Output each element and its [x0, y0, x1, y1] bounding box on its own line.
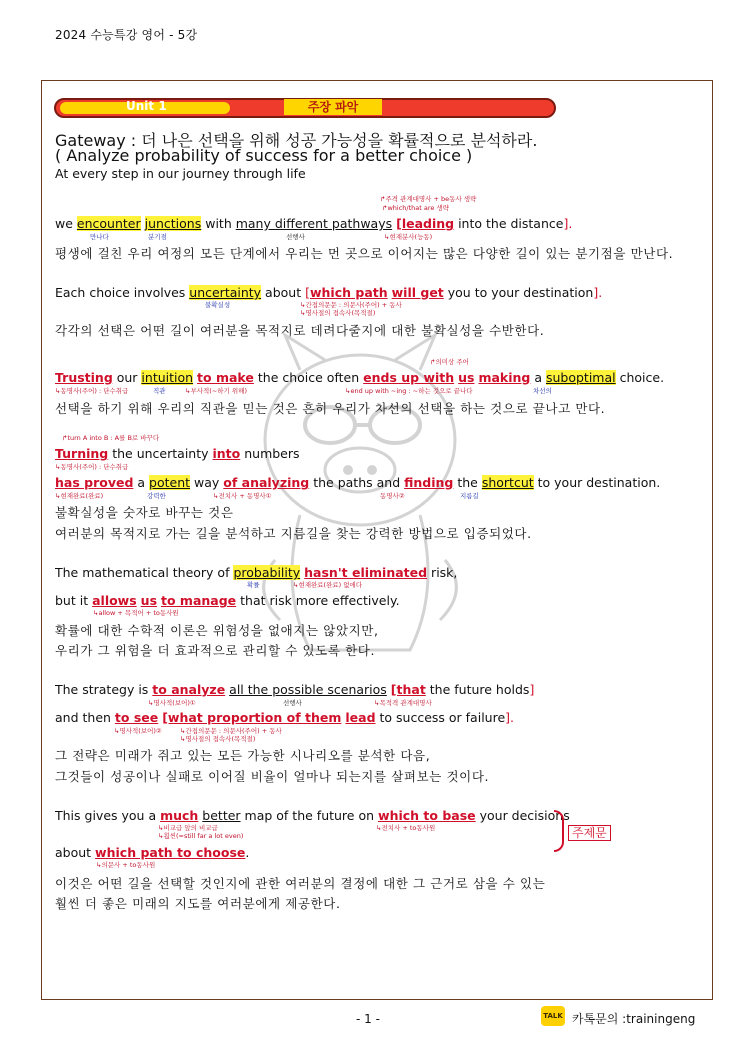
annotation: ↳목적격 관계대명사 [374, 699, 432, 707]
s5-ko2: 우리가 그 위험을 더 효과적으로 관리할 수 있도록 한다. [55, 643, 376, 658]
annotation: ↳동명사(주어) : 단수취급 [55, 387, 129, 395]
s4-line1: Turning the uncertainty into numbers [55, 446, 300, 461]
annotation: 만나다 [90, 233, 109, 241]
annotation: ↱의미상 주어 [430, 358, 469, 366]
kakaotalk-icon: TALK [541, 1006, 565, 1026]
page-header: 2024 수능특강 영어 - 5강 [55, 28, 198, 42]
annotation: 지름길 [460, 492, 479, 500]
annotation: ↳전치사 + 동명사① [213, 492, 272, 500]
annotation: 차선의 [533, 387, 552, 395]
annotation: ↱주격 관계대명사 + be동사 생략 [380, 195, 477, 203]
annotation: ↳명사적(보어)① [148, 699, 196, 707]
s4-ko2: 여러분의 목적지로 가는 길을 분석하고 지름길을 찾는 강력한 방법으로 입증되었다. [55, 526, 532, 541]
annotation: 동명사② [380, 492, 405, 500]
annotation: ↳전치사 + to동사원 [376, 824, 436, 832]
s4-line2: has proved a potent way of analyzing the paths and finding the shortcut to your destination. [55, 475, 661, 490]
annotation: ↳의문사 + to동사원 [96, 861, 156, 869]
s6-ko2: 그것들이 성공이나 실패로 이어질 비율이 얼마나 되는지를 살펴보는 것이다. [55, 769, 490, 784]
main-idea-label: 주제문 [568, 825, 611, 841]
annotation: 불확실성 [205, 301, 231, 309]
unit-label: Unit 1 [126, 99, 167, 113]
s1-ko: 평생에 걸친 우리 여정의 모든 단계에서 우리는 먼 곳으로 이어지는 많은 다양한 길이 있는 분기점을 만난다. [55, 246, 674, 261]
gateway-ko: Gateway : 더 나은 선택을 위해 성공 가능성을 확률적으로 분석하라. [55, 131, 538, 150]
annotation: 선행사 [283, 699, 302, 707]
s5-line1: The mathematical theory of probability hasn't eliminated risk, [55, 565, 458, 580]
annotation: ↳현재완료(완료) 없애다 [293, 581, 363, 589]
annotation: ↳동명사(주어) : 단수취급 [55, 463, 129, 471]
unit-title: 주장 파악 [284, 99, 382, 115]
annotation: ↳비교급 앞의 비교급 [158, 824, 218, 832]
s6-line1: The strategy is to analyze all the possible scenarios [that the future holds] [55, 682, 535, 697]
contact-info: 카톡문의 :trainingeng [572, 1012, 696, 1026]
gateway-en: ( Analyze probability of success for a better choice ) [55, 146, 473, 165]
s7-line1: This gives you a much better map of the future on which to base your decisions [55, 808, 570, 823]
s3-ko: 선택을 하기 위해 우리의 직관을 믿는 것은 흔히 우리가 차선의 선택을 하는 것으로 끝나고 만다. [55, 401, 606, 416]
unit-banner [54, 98, 556, 118]
annotation: ↳간접의문문 : 의문사(주어) + 동사 [300, 301, 402, 309]
s6-line2: and then to see [what proportion of them lead to success or failure]. [55, 710, 514, 725]
s7-ko1: 이것은 어떤 길을 선택할 것인지에 관한 여러분의 결정에 대한 그 근거로 삼을 수 있는 [55, 876, 546, 891]
annotation: ↳allow + 목적어 + to동사원 [93, 609, 179, 617]
annotation: 강력한 [147, 492, 166, 500]
s7-ko2: 훨씬 더 좋은 미래의 지도를 여러분에게 제공한다. [55, 896, 341, 911]
annotation: 직관 [153, 387, 166, 395]
annotation: ↳현재완료(완료) [55, 492, 104, 500]
annotation: ↳명사적(보어)② [114, 727, 162, 735]
annotation: ↱which/that are 생략 [382, 204, 449, 212]
annotation: ↳end up with ~ing : ~하는 것으로 끝나다 [345, 387, 473, 395]
s5-line2: but it allows us to manage that risk more effectively. [55, 593, 400, 608]
s2-ko: 각각의 선택은 어떤 길이 여러분을 목적지로 데려다줄지에 대한 불확실성을 수반한다. [55, 323, 545, 338]
annotation: ↳명사절의 접속사(목적절) [180, 735, 256, 743]
s5-ko1: 확률에 대한 수학적 이론은 위험성을 없애지는 않았지만, [55, 623, 379, 638]
annotation: 선행사 [286, 233, 305, 241]
brace-icon [554, 810, 564, 852]
annotation: ↳간접의문문 : 의문사(주어) + 동사 [180, 727, 282, 735]
s4-ko1: 불확실성을 숫자로 바꾸는 것은 [55, 505, 234, 520]
s7-line2: about which path to choose. [55, 845, 250, 860]
annotation: 확률 [247, 581, 260, 589]
annotation: ↳명사절의 접속사(목적절) [300, 309, 376, 317]
page-number: - 1 - [356, 1012, 380, 1026]
s2-line: Each choice involves uncertainty about [which path will get you to your destination]. [55, 285, 603, 300]
s6-ko1: 그 전략은 미래가 쥐고 있는 모든 가능한 시나리오를 분석한 다음, [55, 748, 431, 763]
s3-line: Trusting our intuition to make the choice often ends up with us making a suboptimal choice. [55, 370, 665, 385]
annotation: ↱turn A into B : A를 B로 바꾸다 [62, 434, 160, 442]
annotation: 분기점 [148, 233, 167, 241]
annotation: ↳현재분사(능동) [384, 233, 433, 241]
annotation: ↳부사적(~하기 위해) [185, 387, 247, 395]
s1-line1: At every step in our journey through life [55, 166, 306, 181]
annotation: ↳훨씬(=still far a lot even) [158, 832, 244, 840]
s1-line2: we encounter junctions with many different pathways [leading into the distance]. [55, 216, 573, 231]
